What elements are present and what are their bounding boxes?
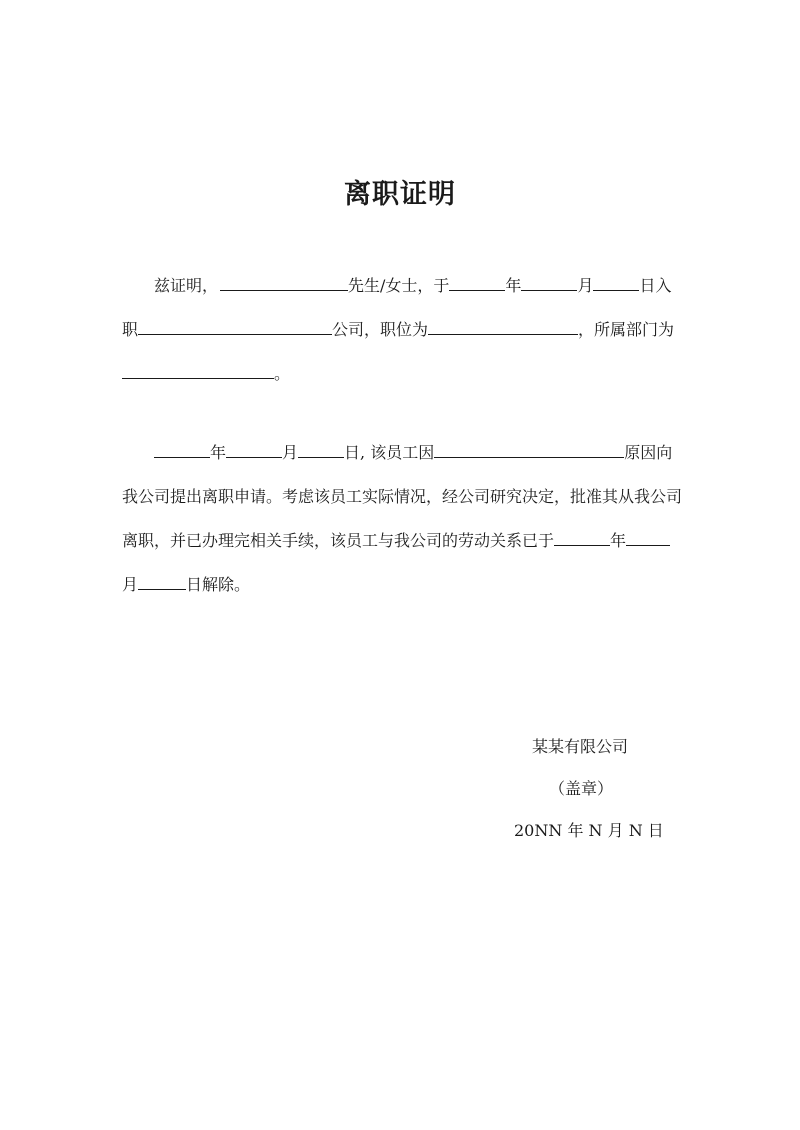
para2-month-label: 月 (282, 443, 299, 462)
para1-month-label: 月 (577, 276, 594, 295)
leave-year-blank[interactable] (154, 442, 210, 458)
seal-label: （盖章） (549, 779, 614, 798)
para2-line3 (122, 529, 670, 553)
document-title: 离职证明 (344, 179, 456, 210)
para1-line1 (154, 274, 671, 298)
para2-line4 (122, 573, 250, 597)
para1-dept-label: ，所属部门为 (578, 320, 675, 339)
company-name: 某某有限公司 (532, 737, 629, 756)
para1-day-label: 日入 (639, 276, 672, 295)
para1-after-name: 先生/女士，于 (348, 276, 450, 295)
para1-end: 。 (274, 364, 291, 383)
end-year-blank[interactable] (554, 530, 610, 546)
year-blank[interactable] (449, 275, 505, 291)
day-blank[interactable] (593, 275, 639, 291)
position-blank[interactable] (428, 319, 578, 335)
sign-date: 20NN 年 N 月 N 日 (514, 821, 664, 840)
para1-line2-start: 职 (122, 320, 139, 339)
para2-line1 (154, 441, 672, 465)
para2-day-end: 日解除。 (186, 575, 251, 594)
para2-reason-end: 原因向 (624, 443, 673, 462)
end-day-blank[interactable] (138, 574, 186, 590)
para1-company-label: 公司，职位为 (332, 320, 429, 339)
para2-day-label: 日, 该员工因 (344, 443, 435, 462)
leave-day-blank[interactable] (298, 442, 344, 458)
name-blank[interactable] (220, 275, 348, 291)
para2-line3-year: 年 (610, 531, 627, 550)
para1-line3 (122, 362, 290, 386)
para2-year-label: 年 (210, 443, 227, 462)
para1-year-label: 年 (505, 276, 522, 295)
end-month-blank-a[interactable] (626, 530, 670, 546)
para1-prefix: 兹证明， (154, 276, 219, 295)
leave-month-blank[interactable] (226, 442, 282, 458)
company-blank[interactable] (138, 319, 332, 335)
para2-month-end: 月 (122, 575, 139, 594)
para1-line2 (122, 318, 674, 342)
para2-line3-text: 离职，并已办理完相关手续，该员工与我公司的劳动关系已于 (122, 531, 555, 550)
month-blank[interactable] (521, 275, 577, 291)
reason-blank[interactable] (434, 442, 624, 458)
department-blank[interactable] (122, 363, 274, 379)
para2-line2: 我公司提出离职申请。考虑该员工实际情况，经公司研究决定，批准其从我公司 (122, 487, 683, 506)
